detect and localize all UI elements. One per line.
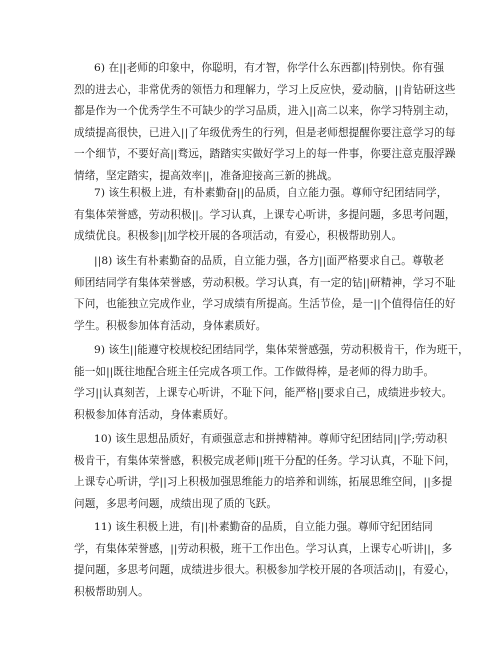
paragraph-line: 7) 该生积极上进，有朴素勤奋||的品质，自立能力强。尊师守纪团结同学， xyxy=(94,187,448,199)
paragraph-line: 成绩优良。积极参||加学校开展的各项活动，有爱心，积极帮助别人。 xyxy=(74,230,403,242)
paragraph-line: 积极帮助别人。 xyxy=(74,585,149,598)
paragraph-line: 都是作为一个优秀学生不可缺少的学习品质，进入||高二以来，你学习特别主动， xyxy=(74,105,456,117)
comment-paragraph-7 xyxy=(74,183,456,248)
paragraph-line: 情绪，坚定踏实，提高效率||，准备迎接高三新的挑战。 xyxy=(74,169,338,182)
paragraph-line: 一个细节，不要好高||骛远，踏踏实实做好学习上的每一件事，你要注意克服浮躁 xyxy=(74,148,456,160)
paragraph-line: 下问，也能独立完成作业，学习成绩有所提高。生活节俭，是一||个值得信任的好 xyxy=(74,298,456,310)
paragraph-line: 学生。积极参加体育活动，身体素质好。 xyxy=(74,319,267,332)
paragraph-line: 11) 该生积极上进，有||朴素勤奋的品质，自立能力强。尊师守纪团结同 xyxy=(94,521,433,533)
paragraph-line: 10) 该生思想品质好，有顽强意志和拼搏精神。尊师守纪团结同||学;劳动积 xyxy=(94,433,448,445)
paragraph-line: 师团结同学有集体荣誉感，劳动积极。学习认真，有一定的钻||研精神，学习不耻 xyxy=(74,276,456,289)
comment-paragraph-9 xyxy=(74,340,469,426)
paragraph-line: 上课专心听讲，学||习上积极加强思维能力的培养和训练，拓展思维空间，||多提 xyxy=(74,476,453,488)
paragraph-line: 学习||认真刻苦，上课专心听讲，不耻下问，能严格||要求自己，成绩进步较大。 xyxy=(74,387,453,399)
paragraph-line: 能一如||既往地配合班主任完成各项工作。工作做得棒，是老师的得力助手。 xyxy=(74,365,435,378)
paragraph-line: 成绩提高很快，已进入||了年级优秀生的行列，但是老师想提醒你要注意学习的每 xyxy=(74,126,456,139)
comment-paragraph-6 xyxy=(74,58,456,187)
paragraph-line: 积极参加体育活动，身体素质好。 xyxy=(74,408,235,421)
paragraph-line: 问题，多思考问题，成绩出现了质的飞跃。 xyxy=(74,497,278,510)
paragraph-line: 学，有集体荣誉感，||劳动积极，班干工作出色。学习认真，上课专心听讲||，多 xyxy=(74,542,453,555)
comment-paragraph-10 xyxy=(74,429,456,515)
paragraph-line: 烈的进去心，非常优秀的领悟力和理解力，学习上反应快，爱动脑，||肯钻研这些 xyxy=(74,83,456,96)
comment-paragraph-8 xyxy=(74,251,456,337)
paragraph-line: 9) 该生||能遵守校规校纪团结同学，集体荣誉感强，劳动积极肯干，作为班干， xyxy=(94,344,469,356)
comment-paragraph-11 xyxy=(74,517,456,603)
paragraph-line: 提问题，多思考问题，成绩进步很大。积极参加学校开展的各项活动||，有爱心， xyxy=(74,564,456,576)
paragraph-line: ||8) 该生有朴素勤奋的品质，自立能力强，各方||面严格要求自己。尊敬老 xyxy=(94,255,445,267)
paragraph-line: 有集体荣誉感，劳动积极||。学习认真，上课专心听讲，多提问题，多思考问题， xyxy=(74,208,456,221)
paragraph-line: 极肯干，有集体荣誉感，积极完成老师||班干分配的任务。学习认真，不耻下问， xyxy=(74,454,456,467)
paragraph-line: 6) 在||老师的印象中，你聪明，有才智，你学什么东西都||特别快。你有强 xyxy=(94,62,445,74)
